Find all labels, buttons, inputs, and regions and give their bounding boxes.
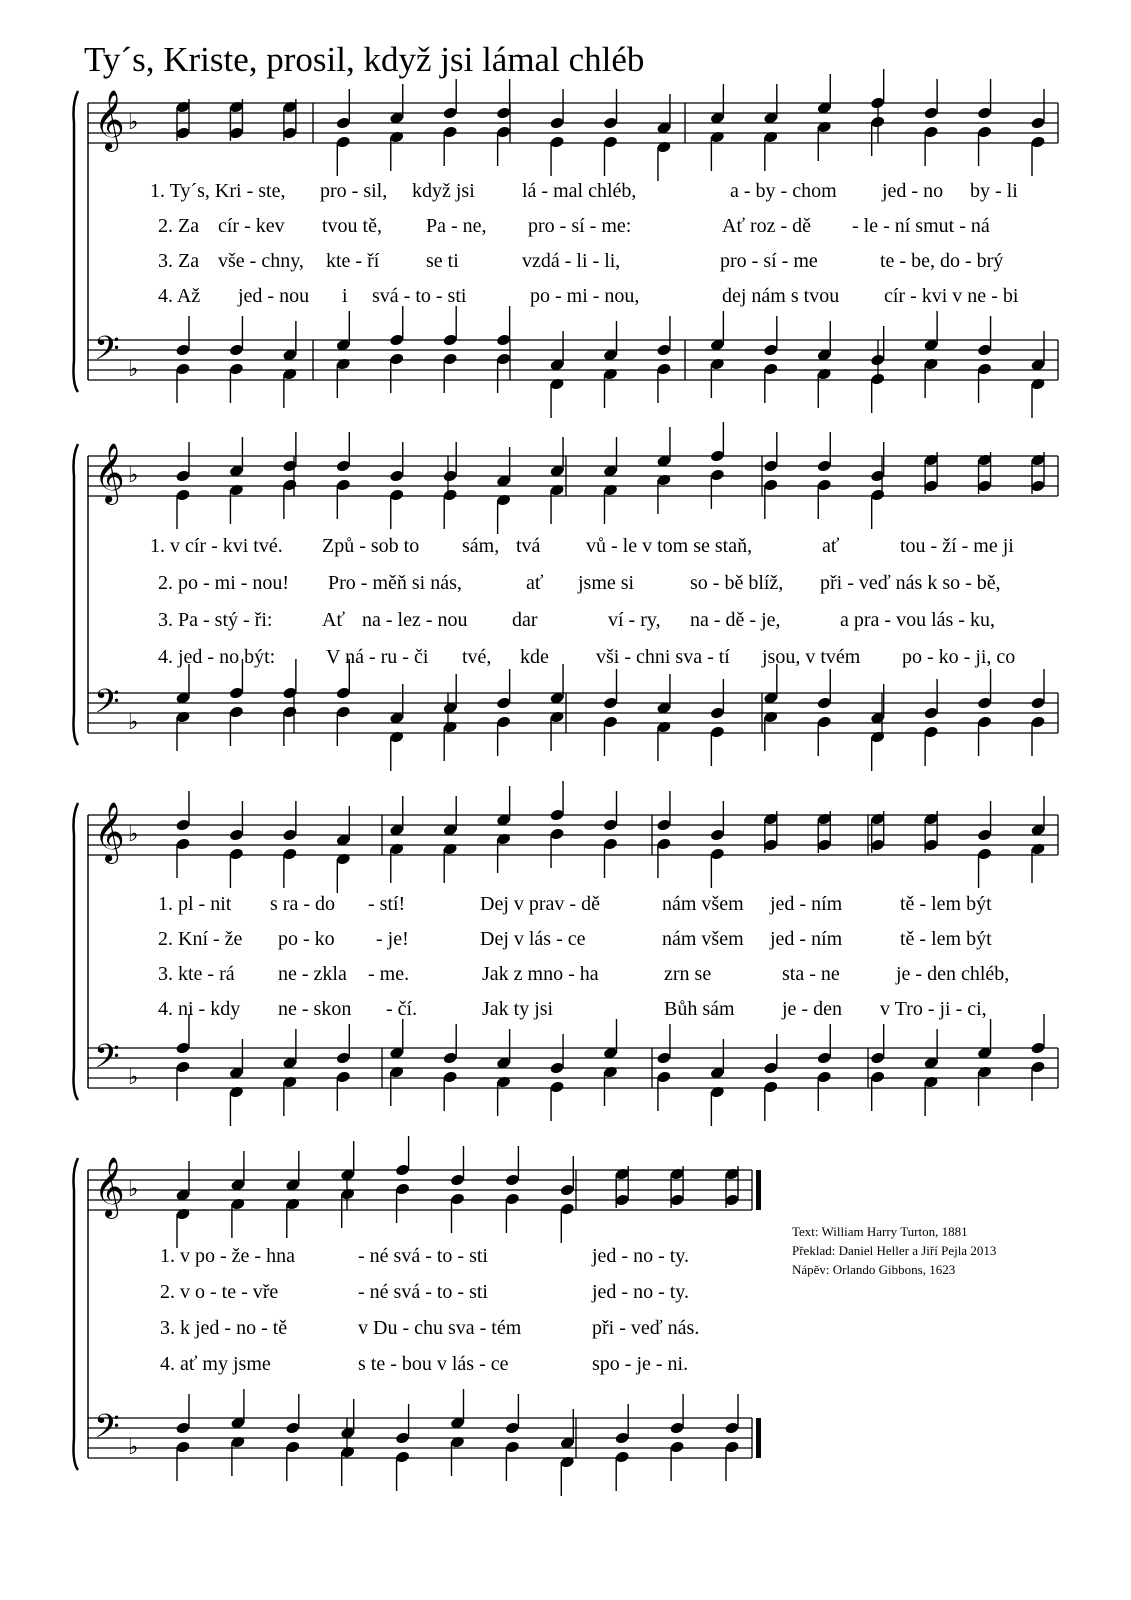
system-bracket bbox=[74, 1158, 79, 1470]
treble-clef-icon: 𝄞 bbox=[94, 443, 125, 503]
lyric-syllable: při - veď nás. bbox=[592, 1317, 700, 1339]
lyric-syllable: po - ko - ji, co bbox=[902, 646, 1016, 668]
lyric-syllable: tou - ží - me ji bbox=[900, 535, 1014, 557]
lyric-syllable: i bbox=[342, 285, 348, 307]
lyric-syllable: vů - le v tom se staň, bbox=[586, 535, 753, 557]
lyric-syllable: dej nám s tvou bbox=[722, 285, 840, 307]
lyric-syllable: 1. Ty´s, Kri - ste, bbox=[150, 180, 286, 202]
lyric-syllable: 3. Pa - stý - ři: bbox=[158, 609, 273, 631]
lyric-syllable: 3. k jed - no - tě bbox=[160, 1317, 288, 1339]
lyric-syllable: vše - chny, bbox=[218, 250, 304, 272]
lyric-syllable: jed - nou bbox=[238, 285, 310, 307]
lyric-syllable: 1. v po - že - hna bbox=[160, 1245, 295, 1267]
lyric-syllable: kde bbox=[520, 646, 549, 668]
lyric-syllable: 4. ať my jsme bbox=[160, 1353, 271, 1375]
lyric-syllable: 2. Kní - že bbox=[158, 928, 243, 950]
lyric-syllable: sám, bbox=[462, 535, 500, 557]
lyric-syllable: Ať roz - dě bbox=[722, 215, 812, 237]
lyric-syllable: cír - kev bbox=[218, 215, 285, 237]
flat-sign-icon: ♭ bbox=[128, 463, 139, 488]
lyric-syllable: a - by - chom bbox=[730, 180, 837, 202]
lyric-syllable: Pro - měň si nás, bbox=[328, 572, 462, 594]
lyric-syllable: jsme si bbox=[578, 572, 635, 594]
treble-clef-icon: 𝄞 bbox=[94, 90, 125, 150]
lyric-syllable: ať bbox=[526, 572, 544, 594]
lyric-syllable: pro - sí - me: bbox=[528, 215, 632, 237]
lyric-syllable: tvou tě, bbox=[322, 215, 382, 237]
lyric-syllable: s te - bou v lás - ce bbox=[358, 1353, 509, 1375]
bass-clef-icon: 𝄢 bbox=[94, 1038, 120, 1084]
lyric-syllable: Bůh sám bbox=[664, 998, 735, 1020]
lyric-syllable: so - bě blíž, bbox=[690, 572, 784, 594]
lyric-syllable: 4. ni - kdy bbox=[158, 998, 241, 1020]
flat-sign-icon: ♭ bbox=[128, 357, 139, 382]
lyric-syllable: 3. kte - rá bbox=[158, 963, 235, 985]
lyric-syllable: s ra - do bbox=[270, 893, 335, 915]
lyric-syllable: dar bbox=[512, 609, 538, 631]
lyric-syllable: po - mi - nou, bbox=[530, 285, 640, 307]
lyric-syllable: 1. pl - nit bbox=[158, 893, 232, 915]
lyric-syllable: tě - lem být bbox=[900, 928, 992, 950]
lyric-syllable: Pa - ne, bbox=[426, 215, 487, 237]
lyric-syllable: jed - no - ty. bbox=[592, 1281, 690, 1303]
lyric-syllable: - je! bbox=[376, 928, 409, 950]
lyric-syllable: když jsi bbox=[412, 180, 475, 202]
lyric-syllable: Dej v lás - ce bbox=[480, 928, 586, 950]
bass-clef-icon: 𝄢 bbox=[94, 1408, 120, 1454]
bass-clef-icon: 𝄢 bbox=[94, 330, 120, 376]
final-barline bbox=[756, 1418, 761, 1458]
hymn-title: Ty´s, Kriste, prosil, když jsi lámal chléb bbox=[84, 40, 645, 79]
lyric-syllable: ne - skon bbox=[278, 998, 352, 1020]
lyric-syllable: Dej v prav - dě bbox=[480, 893, 600, 915]
lyric-syllable: jed - no bbox=[882, 180, 944, 202]
lyric-syllable: jed - ním bbox=[770, 893, 843, 915]
credit-text: Text: William Harry Turton, 1881 bbox=[792, 1224, 968, 1239]
final-barline bbox=[756, 1170, 761, 1210]
lyric-syllable: Ať bbox=[322, 609, 345, 631]
lyric-syllable: tě - lem být bbox=[900, 893, 992, 915]
credit-melody: Nápěv: Orlando Gibbons, 1623 bbox=[792, 1262, 956, 1277]
system-bracket bbox=[74, 803, 79, 1100]
lyric-syllable: - né svá - to - sti bbox=[358, 1245, 488, 1267]
flat-sign-icon: ♭ bbox=[128, 710, 139, 735]
lyric-syllable: nám všem bbox=[662, 928, 744, 950]
lyric-syllable: lá - mal chléb, bbox=[522, 180, 637, 202]
lyric-syllable: 1. v cír - kvi tvé. bbox=[150, 535, 283, 557]
lyric-syllable: - stí! bbox=[368, 893, 406, 915]
lyric-syllable: te - be, do - brý bbox=[880, 250, 1004, 272]
lyric-syllable: svá - to - sti bbox=[372, 285, 467, 307]
lyric-syllable: - le - ní smut - ná bbox=[852, 215, 990, 237]
credits bbox=[792, 1222, 996, 1279]
lyric-syllable: 2. po - mi - nou! bbox=[158, 572, 290, 594]
lyric-syllable: - čí. bbox=[386, 998, 418, 1020]
treble-clef-icon: 𝄞 bbox=[94, 1157, 125, 1217]
credit-translation: Překlad: Daniel Heller a Jiří Pejla 2013 bbox=[792, 1243, 997, 1258]
lyric-syllable: 4. jed - no být: bbox=[158, 646, 276, 668]
lyric-syllable: jsou, v tvém bbox=[762, 646, 861, 668]
lyric-syllable: jed - no - ty. bbox=[592, 1245, 690, 1267]
lyric-syllable: pro - sil, bbox=[320, 180, 388, 202]
lyric-syllable: ne - zkla bbox=[278, 963, 347, 985]
system-bracket bbox=[74, 444, 79, 745]
lyric-syllable: - me. bbox=[368, 963, 410, 985]
lyric-syllable: sta - ne bbox=[782, 963, 840, 985]
lyric-syllable: a pra - vou lás - ku, bbox=[840, 609, 995, 631]
lyric-syllable: na - lez - nou bbox=[362, 609, 468, 631]
lyric-syllable: vši - chni sva - tí bbox=[596, 646, 730, 668]
lyric-syllable: se ti bbox=[426, 250, 459, 272]
bass-clef-icon: 𝄢 bbox=[94, 683, 120, 729]
flat-sign-icon: ♭ bbox=[128, 1065, 139, 1090]
lyric-syllable: V ná - ru - či bbox=[326, 646, 429, 668]
lyric-syllable: by - li bbox=[970, 180, 1018, 202]
lyric-syllable: v Tro - ji - ci, bbox=[880, 998, 987, 1020]
lyric-syllable: při - veď nás k so - bě, bbox=[820, 572, 1001, 594]
lyric-syllable: je - den chléb, bbox=[896, 963, 1010, 985]
lyric-syllable: ať bbox=[822, 535, 840, 557]
lyric-syllable: na - dě - je, bbox=[690, 609, 781, 631]
lyric-syllable: 2. v o - te - vře bbox=[160, 1281, 279, 1303]
lyric-syllable: ví - ry, bbox=[608, 609, 661, 631]
lyric-syllable: tvé, bbox=[462, 646, 492, 668]
lyric-syllable: Způ - sob to bbox=[322, 535, 420, 557]
lyric-syllable: 4. Až bbox=[158, 285, 201, 307]
flat-sign-icon: ♭ bbox=[128, 822, 139, 847]
system-bracket bbox=[74, 91, 79, 392]
lyric-syllable: nám všem bbox=[662, 893, 744, 915]
lyric-syllable: - né svá - to - sti bbox=[358, 1281, 488, 1303]
lyric-syllable: cír - kvi v ne - bi bbox=[884, 285, 1019, 307]
lyric-syllable: tvá bbox=[516, 535, 541, 557]
flat-sign-icon: ♭ bbox=[128, 1177, 139, 1202]
lyric-syllable: po - ko bbox=[278, 928, 335, 950]
flat-sign-icon: ♭ bbox=[128, 110, 139, 135]
lyric-syllable: 2. Za bbox=[158, 215, 200, 237]
treble-clef-icon: 𝄞 bbox=[94, 802, 125, 862]
lyric-syllable: zrn se bbox=[664, 963, 712, 985]
lyric-syllable: pro - sí - me bbox=[720, 250, 818, 272]
lyric-syllable: je - den bbox=[782, 998, 842, 1020]
lyric-syllable: Jak z mno - ha bbox=[482, 963, 599, 985]
lyric-syllable: jed - ním bbox=[770, 928, 843, 950]
lyric-syllable: spo - je - ni. bbox=[592, 1353, 689, 1375]
lyric-syllable: vzdá - li - li, bbox=[522, 250, 621, 272]
lyric-syllable: v Du - chu sva - tém bbox=[358, 1317, 522, 1339]
lyric-syllable: 3. Za bbox=[158, 250, 200, 272]
flat-sign-icon: ♭ bbox=[128, 1435, 139, 1460]
lyric-syllable: kte - ří bbox=[326, 250, 380, 272]
lyric-syllable: Jak ty jsi bbox=[482, 998, 554, 1020]
